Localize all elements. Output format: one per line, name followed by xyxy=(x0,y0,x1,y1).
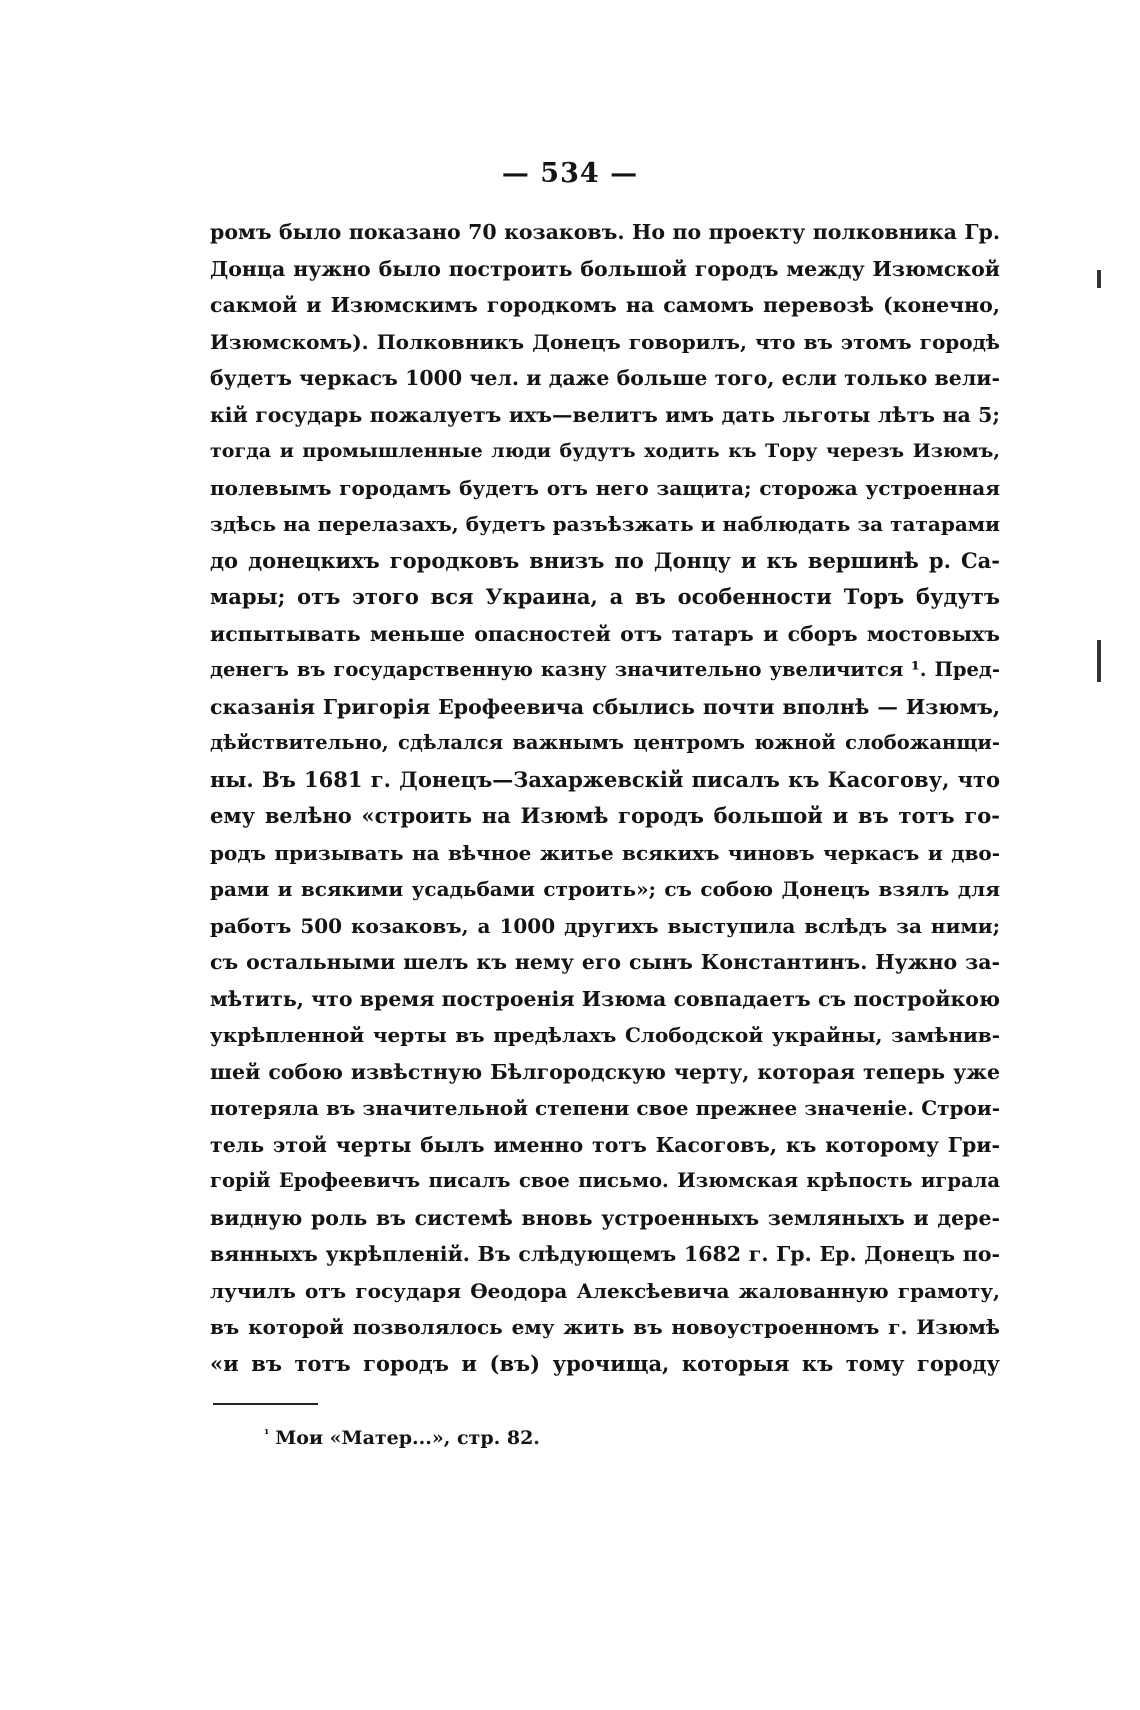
text-line: тель этой черты былъ именно тотъ Касоговъ, къ которому Гри- xyxy=(210,1132,1000,1157)
page-number: — 534 — xyxy=(501,158,639,189)
text-line: ромъ было показано 70 козаковъ. Но по проекту полковника Гр. xyxy=(210,220,1000,244)
footnote-marker: ¹ xyxy=(264,1427,270,1441)
text-line: тогда и промышленные люди будутъ ходить къ Тору черезъ Изюмъ, xyxy=(210,440,1000,462)
text-line: родъ призывать на вѣчное житье всякихъ чиновъ черкасъ и дво- xyxy=(210,840,1000,865)
text-line: испытывать меньше опасностей отъ татаръ и сборъ мостовыхъ xyxy=(210,621,1000,646)
text-line: Донца нужно было построить большой городъ между Изюмской xyxy=(210,256,1000,281)
text-line: будетъ черкасъ 1000 чел. и даже больше того, если только вели- xyxy=(210,366,1000,390)
text-line: рами и всякими усадьбами строить»; съ собою Донецъ взялъ для xyxy=(210,877,1000,901)
text-line: мѣтить, что время построенія Изюма совпадаетъ съ постройкою xyxy=(210,986,1000,1011)
text-line: ны. Въ 1681 г. Донецъ—Захаржевскій писалъ къ Касогову, что xyxy=(210,766,1000,792)
text-line: видную роль въ системѣ вновь устроенныхъ земляныхъ и дере- xyxy=(210,1205,1000,1230)
text-line: работъ 500 козаковъ, а 1000 другихъ выступила вслѣдъ за ними; xyxy=(210,913,1000,938)
margin-mark-top xyxy=(1097,270,1101,288)
body-text xyxy=(210,214,1000,1382)
footnote-text: Мои «Матер...», стр. 82. xyxy=(275,1427,540,1449)
text-line: съ остальными шелъ къ нему его сынъ Константинъ. Нужно за- xyxy=(210,950,1000,974)
text-line: лучилъ отъ государя Ѳеодора Алексѣевича жалованную грамоту, xyxy=(210,1278,1000,1303)
text-line: денегъ въ государственную казну значительно увеличится ¹. Пред- xyxy=(210,658,1000,681)
text-line: полевымъ городамъ будетъ отъ него защита; сторожа устроенная xyxy=(210,475,1000,500)
text-line: мары; отъ этого вся Украина, а въ особенности Торъ будутъ xyxy=(210,584,1000,609)
text-line: дѣйствительно, сдѣлался важнымъ центромъ южной слобожанщи- xyxy=(210,731,1000,754)
text-line: горій Ерофеевичъ писалъ свое письмо. Изюмская крѣпость играла xyxy=(210,1169,1000,1192)
text-line: сказанія Григорія Ерофеевича сбылись почти вполнѣ — Изюмъ, xyxy=(210,694,1000,719)
text-line: вянныхъ укрѣпленій. Въ слѣдующемъ 1682 г. Гр. Ер. Донецъ по- xyxy=(210,1242,1000,1266)
text-line: до донецкихъ городковъ внизъ по Донцу и къ вершинѣ р. Са- xyxy=(210,547,1000,573)
text-line: укрѣпленной черты въ предѣлахъ Слободской украйны, замѣнив- xyxy=(210,1023,1000,1047)
footnote-rule xyxy=(213,1403,318,1405)
text-line: Изюмскомъ). Полковникъ Донецъ говорилъ, что въ этомъ городѣ xyxy=(210,329,1000,354)
text-line: въ которой позволялось ему жить въ новоустроенномъ г. Изюмѣ xyxy=(210,1315,1000,1339)
text-line: здѣсь на перелазахъ, будетъ разъѣзжать и наблюдать за татарами xyxy=(210,512,1000,536)
footnote xyxy=(264,1427,540,1449)
text-line: кій государь пожалуетъ ихъ—велитъ имъ дать льготы лѣтъ на 5; xyxy=(210,402,1000,427)
margin-mark-middle xyxy=(1097,640,1101,682)
text-line: «и въ тотъ городъ и (въ) урочища, которыя къ тому городу xyxy=(210,1350,1000,1376)
text-line: шей собою извѣстную Бѣлгородскую черту, которая теперь уже xyxy=(210,1059,1000,1084)
text-line: ему велѣно «строить на Изюмѣ городъ большой и въ тотъ го- xyxy=(210,803,1000,828)
text-line: сакмой и Изюмскимъ городкомъ на самомъ перевозѣ (конечно, xyxy=(210,293,1000,317)
text-line: потеряла въ значительной степени свое прежнее значеніе. Строи- xyxy=(210,1096,1000,1120)
